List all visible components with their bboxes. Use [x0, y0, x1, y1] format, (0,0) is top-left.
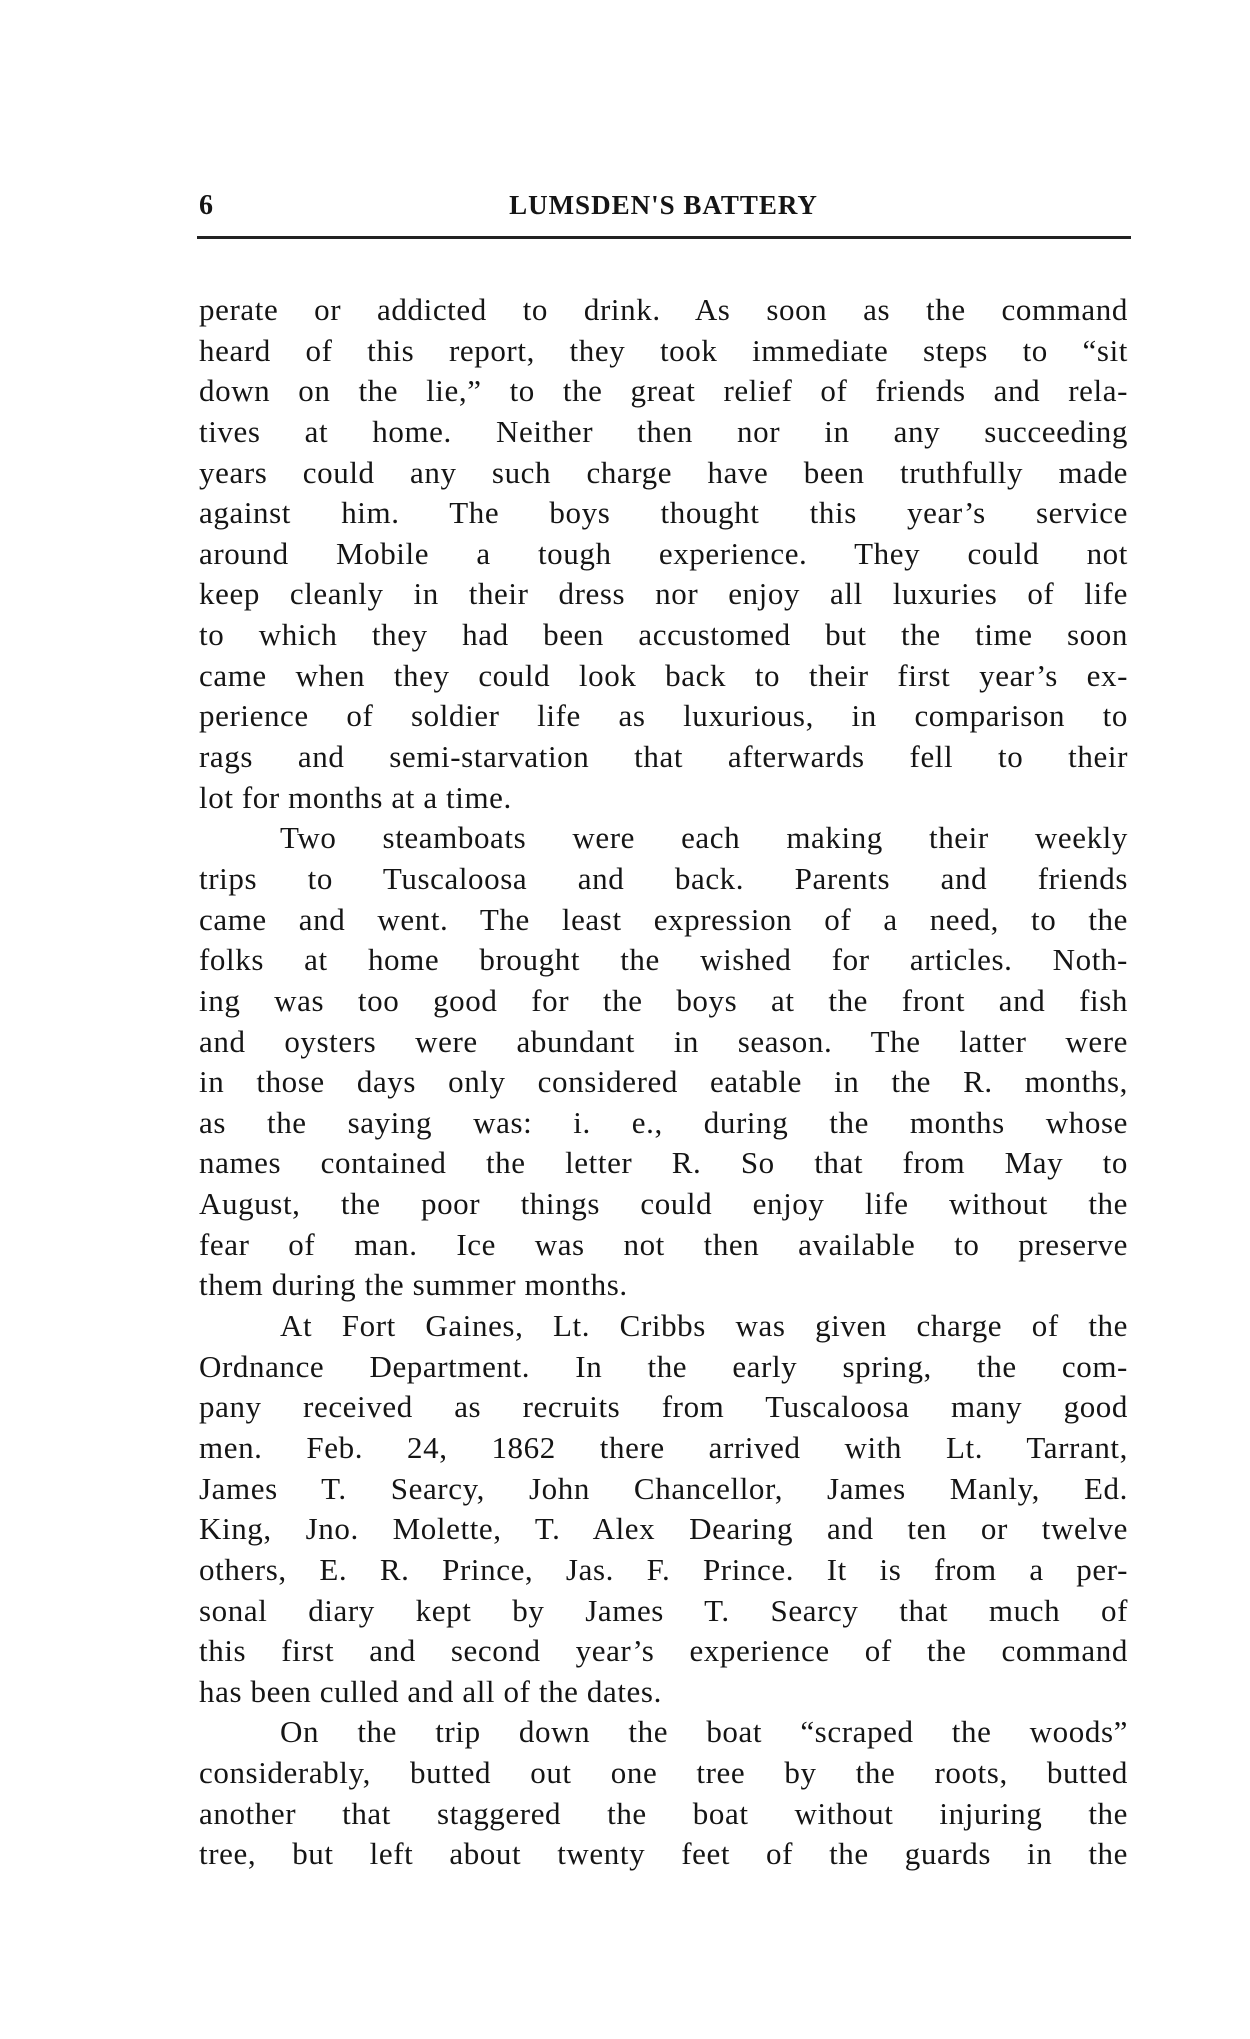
text-line: On the trip down the boat “scraped the woods”	[280, 1714, 1128, 1750]
text-line: others, E. R. Prince, Jas. F. Prince. It is from a per-	[199, 1551, 1128, 1587]
text-line: At Fort Gaines, Lt. Cribbs was given charge of the	[280, 1308, 1128, 1344]
text-line: ing was too good for the boys at the front and fish	[199, 982, 1128, 1018]
text-line: August, the poor things could enjoy life without the	[199, 1186, 1128, 1222]
text-line: tives at home. Neither then nor in any succeeding	[199, 413, 1128, 449]
text-line: them during the summer months.	[199, 1267, 628, 1303]
text-line: perate or addicted to drink. As soon as the command	[199, 292, 1128, 327]
body-text	[199, 290, 1128, 1875]
text-line: sonal diary kept by James T. Searcy that much of	[199, 1592, 1128, 1628]
text-line: Ordnance Department. In the early spring, the com-	[199, 1348, 1128, 1384]
text-line: fear of man. Ice was not then available to preserve	[199, 1226, 1128, 1262]
text-line: has been culled and all of the dates.	[199, 1673, 662, 1709]
text-line: folks at home brought the wished for articles. Noth-	[199, 942, 1128, 978]
text-line: rags and semi-starvation that afterwards fell to their	[199, 739, 1128, 775]
text-line: names contained the letter R. So that from May to	[199, 1145, 1128, 1181]
text-line: this first and second year’s experience of the command	[199, 1633, 1128, 1669]
text-line: down on the lie,” to the great relief of friends and rela-	[199, 373, 1128, 409]
text-line: another that staggered the boat without injuring the	[199, 1795, 1128, 1831]
text-line: lot for months at a time.	[199, 779, 512, 815]
text-line: in those days only considered eatable in the R. months,	[199, 1064, 1128, 1100]
text-line: heard of this report, they took immediate steps to “sit	[199, 332, 1128, 368]
text-line: men. Feb. 24, 1862 there arrived with Lt. Tarrant,	[199, 1429, 1128, 1465]
text-line: Two steamboats were each making their weekly	[280, 820, 1128, 856]
text-line: James T. Searcy, John Chancellor, James Manly, Ed.	[199, 1470, 1128, 1506]
text-line: around Mobile a tough experience. They could not	[199, 535, 1128, 571]
text-line: tree, but left about twenty feet of the guards in the	[199, 1836, 1128, 1872]
text-line: to which they had been accustomed but the time soon	[199, 617, 1128, 653]
text-line: against him. The boys thought this year’s service	[199, 495, 1128, 531]
text-line: years could any such charge have been truthfully made	[199, 454, 1128, 490]
running-title: LUMSDEN'S BATTERY	[509, 190, 818, 220]
header-rule	[197, 236, 1131, 239]
text-line: came and went. The least expression of a need, to the	[199, 901, 1128, 937]
text-line: came when they could look back to their first year’s ex-	[199, 657, 1128, 693]
text-line: trips to Tuscaloosa and back. Parents and friends	[199, 860, 1128, 896]
page-header	[199, 190, 1128, 230]
text-line: keep cleanly in their dress nor enjoy all luxuries of life	[199, 576, 1128, 612]
text-line: King, Jno. Molette, T. Alex Dearing and ten or twelve	[199, 1511, 1128, 1547]
text-line: and oysters were abundant in season. The latter were	[199, 1023, 1128, 1059]
text-line: as the saying was: i. e., during the months whose	[199, 1104, 1128, 1140]
text-line: considerably, butted out one tree by the roots, butted	[199, 1755, 1128, 1791]
text-line: pany received as recruits from Tuscaloosa many good	[199, 1389, 1128, 1425]
text-line: perience of soldier life as luxurious, in comparison to	[199, 698, 1128, 734]
page-number: 6	[199, 190, 213, 221]
